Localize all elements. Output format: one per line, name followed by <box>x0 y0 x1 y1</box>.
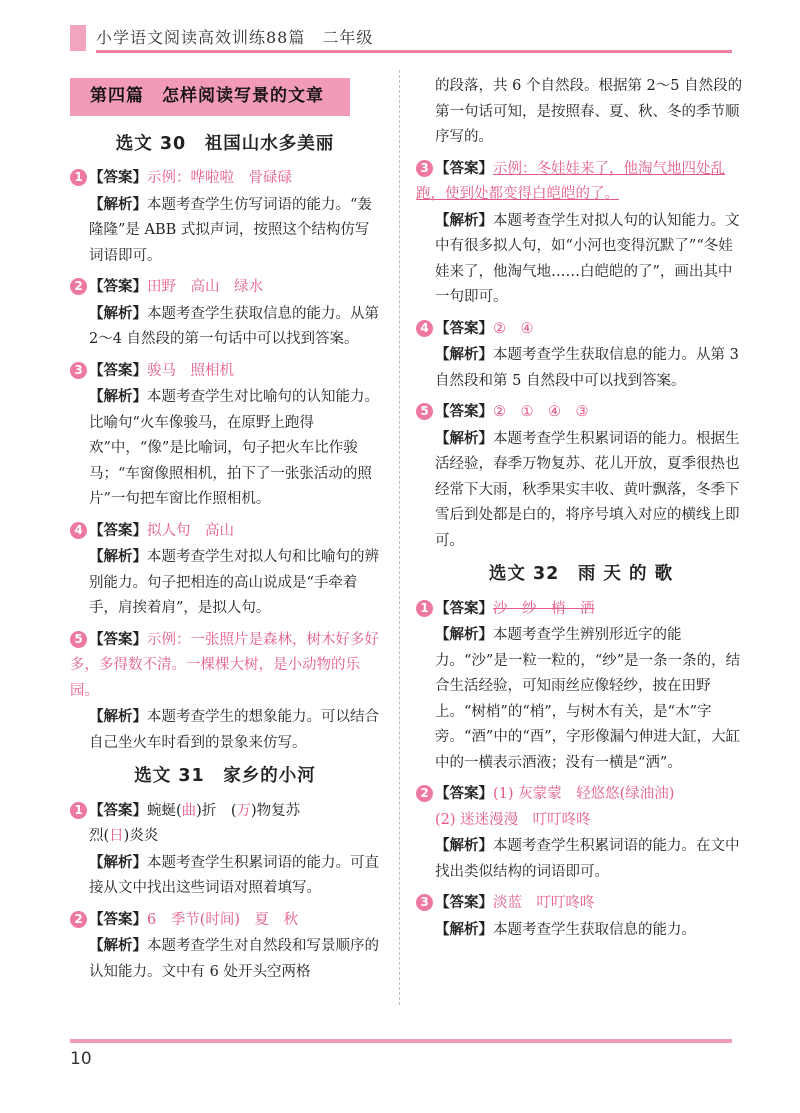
question-number: 4 <box>70 522 87 539</box>
answer-item <box>70 907 380 986</box>
answer-label: 【答案】 <box>89 278 147 295</box>
answer-label: 【答案】 <box>435 319 493 337</box>
answer-label: 【答案】 <box>89 521 147 539</box>
analysis-label: 【解析】 <box>435 837 493 854</box>
answer-text: (1) 灰蒙蒙 轻悠悠(绿油油) <box>493 786 675 802</box>
answer-item <box>416 781 746 885</box>
question-number: 1 <box>70 169 87 186</box>
analysis-label: 【解析】 <box>89 304 147 322</box>
section-title-31: 选文 31 家乡的小河 <box>134 766 316 786</box>
page-number: 10 <box>70 1049 92 1069</box>
answer-text: 淡蓝 叮叮咚咚 <box>493 895 595 911</box>
question-number: 2 <box>416 785 433 802</box>
question-number: 2 <box>70 278 87 295</box>
question-number: 5 <box>70 631 87 648</box>
answer-item <box>416 596 746 777</box>
analysis-text: 本题考查学生积累词语的能力。根据生活经验，春季万物复苏、花儿开放，夏季很热也经常下大雨，秋季果实丰收、黄叶飘落，冬季下雪后到处都是白的，将序号填入对应的横线上即可。 <box>435 430 740 549</box>
answer-label: 【答案】 <box>435 894 493 911</box>
header-rule <box>96 50 732 53</box>
answer-label: 【答案】 <box>435 403 493 420</box>
answer-text: 拟人句 高山 <box>147 522 234 539</box>
answer-item <box>70 165 380 269</box>
answer-fill: 日 <box>109 828 124 844</box>
answer-label: 【答案】 <box>89 801 147 819</box>
analysis-label: 【解析】 <box>89 937 147 954</box>
section-title-32: 选文 32 雨 天 的 歌 <box>488 564 674 584</box>
answer-item <box>416 316 746 395</box>
answer-label: 【答案】 <box>89 630 147 648</box>
answer-item <box>416 156 746 311</box>
question-number: 2 <box>70 911 87 928</box>
answer-label: 【答案】 <box>435 599 493 617</box>
analysis-text: 本题考查学生对拟人句和比喻句的辨别能力。句子把相连的高山说成是“手牵着手，肩挨着肩”，是拟人句。 <box>89 549 379 616</box>
analysis-label: 【解析】 <box>435 346 493 363</box>
analysis-text: 本题考查学生辨别形近字的能力。“沙”是一粒一粒的，“纱”是一条一条的，结合生活经验，可知雨丝应像轻纱，披在田野上。“树梢”的“梢”，与树木有关，是“木”字旁。“酒”中的“酉”，字形像漏勺伸进大缸，大缸中的一横表示酒液；没有一横是“洒”。 <box>435 627 741 771</box>
answer-text: 蜿蜒( <box>147 802 182 819</box>
section-title-30: 选文 30 祖国山水多美丽 <box>115 133 335 154</box>
answer-text: 沙 纱 梢 洒 <box>493 600 595 617</box>
answer-text: (2) 迷迷漫漫 叮叮咚咚 <box>435 811 591 828</box>
analysis-label: 【解析】 <box>435 211 493 229</box>
analysis-continued: 的段落，共 6 个自然段。根据第 2～5 自然段的第一句话可知，是按照春、夏、秋、冬的季节顺序写的。 <box>435 78 743 145</box>
question-number: 3 <box>416 160 433 177</box>
analysis-label: 【解析】 <box>89 853 147 871</box>
analysis-text: 本题考查学生对自然段和写景顺序的认知能力。文中有 6 处开头空两格 <box>89 938 379 980</box>
answer-item <box>416 399 746 554</box>
answer-text: 示例：冬娃娃来了，他淘气地四处乱跑，使到处都变得白皑皑的了。 <box>416 160 725 202</box>
column-divider <box>399 70 400 1005</box>
answer-label: 【答案】 <box>89 361 147 379</box>
question-number: 3 <box>70 362 87 379</box>
answer-text: 示例：哗啦啦 骨碌碌 <box>147 170 292 186</box>
answer-fill: 万 <box>236 802 251 819</box>
question-number: 3 <box>416 894 433 911</box>
answer-text: 示例：一张照片是森林，树木好多好多，多得数不清。一棵棵大树，是小动物的乐园。 <box>70 631 379 699</box>
analysis-text: 本题考查学生积累词语的能力。可直接从文中找出这些词语对照着填写。 <box>89 854 379 896</box>
answer-item <box>70 358 380 513</box>
analysis-text: 本题考查学生对拟人句的认知能力。文中有很多拟人句，如“小河也变得沉默了”“冬娃娃来了，他淘气地……白皑皑的了”，画出其中一句即可。 <box>435 212 740 305</box>
left-column <box>70 74 380 985</box>
answer-text: 6 季节(时间) 夏 秋 <box>147 911 299 928</box>
answer-text: 田野 高山 绿水 <box>147 279 263 295</box>
header-accent-block <box>70 25 86 51</box>
answer-fill: 曲 <box>181 802 197 819</box>
analysis-label: 【解析】 <box>435 626 493 643</box>
answer-item <box>70 518 380 622</box>
chapter-title: 怎样阅读写景的文章 <box>162 86 324 106</box>
answer-label: 【答案】 <box>435 159 493 177</box>
answer-label: 【答案】 <box>89 169 147 186</box>
answer-text: )折 ( <box>196 802 237 819</box>
analysis-label: 【解析】 <box>89 548 147 565</box>
analysis-label: 【解析】 <box>89 195 147 213</box>
question-number: 1 <box>416 600 433 617</box>
chapter-banner <box>70 78 350 116</box>
header-title: 小学语文阅读高效训练88篇 二年级 <box>96 28 374 47</box>
answer-text: ② ④ <box>493 320 534 337</box>
answer-text: 骏马 照相机 <box>147 362 234 379</box>
analysis-text: 本题考查学生获取信息的能力。从第 2～4 自然段的第一句话中可以找到答案。 <box>89 305 379 347</box>
answer-text: )炎炎 <box>123 828 159 844</box>
answer-label: 【答案】 <box>89 910 147 928</box>
analysis-text: 本题考查学生仿写词语的能力。“轰隆隆”是 ABB 式拟声词，按照这个结构仿写词语即可。 <box>89 196 372 264</box>
analysis-label: 【解析】 <box>89 708 147 725</box>
analysis-label: 【解析】 <box>89 388 147 405</box>
right-column <box>416 74 746 943</box>
question-number: 1 <box>70 802 87 819</box>
answer-item <box>70 274 380 353</box>
question-number: 4 <box>416 320 433 337</box>
analysis-text: 本题考查学生积累词语的能力。在文中找出类似结构的词语即可。 <box>435 838 740 880</box>
analysis-text: 本题考查学生对比喻句的认知能力。比喻句“火车像骏马，在原野上跑得欢”中，“像”是比喻词，句子把火车比作骏马；“车窗像照相机，拍下了一张张活动的照片”一句把车窗比作照相机。 <box>89 389 379 507</box>
analysis-text: 本题考查学生的想象能力。可以结合自己坐火车时看到的景象来仿写。 <box>89 709 379 751</box>
analysis-text: 本题考查学生获取信息的能力。 <box>493 921 696 938</box>
answer-text: )物复苏 <box>251 802 301 819</box>
answer-text: ② ① ④ ③ <box>493 404 589 420</box>
question-number: 5 <box>416 403 433 420</box>
answer-item <box>416 890 746 943</box>
analysis-label: 【解析】 <box>435 920 493 938</box>
analysis-text: 本题考查学生获取信息的能力。从第 3 自然段和第 5 自然段中可以找到答案。 <box>435 347 739 389</box>
answer-item <box>70 627 380 757</box>
footer-rule <box>70 1039 732 1043</box>
answer-item <box>70 798 380 902</box>
answer-text: 烈( <box>89 828 110 844</box>
answer-label: 【答案】 <box>435 785 493 802</box>
chapter-number: 第四篇 <box>90 86 144 106</box>
analysis-label: 【解析】 <box>435 429 493 447</box>
